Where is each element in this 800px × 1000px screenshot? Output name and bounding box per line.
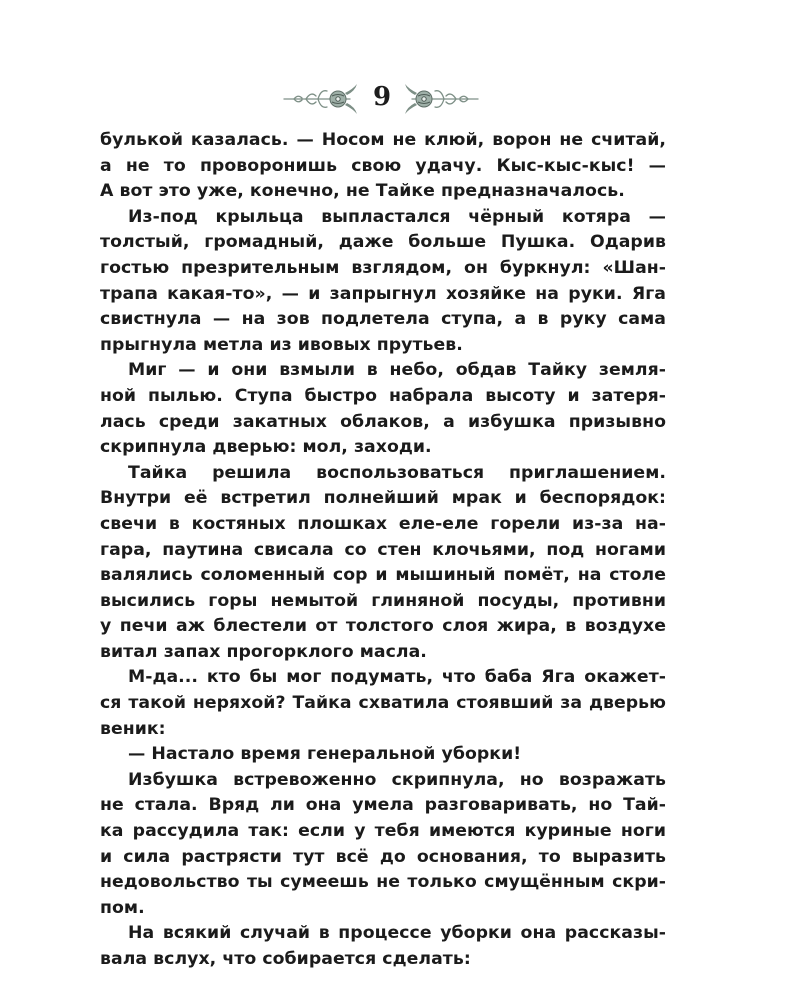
text-line: а не то проворонишь свою удачу. Кыс-кыс-кыс! — [100, 155, 666, 176]
text-line: трапа какая-то», — и запрыгнул хозяйке на руки. Яга [100, 283, 666, 304]
text-line: пом. [100, 897, 145, 918]
text-line: гара, паутина свисала со стен клочьями, под ногами [100, 539, 666, 560]
page-number: 9 [372, 82, 392, 112]
text-line: Миг — и они взмыли в небо, обдав Тайку земля- [128, 360, 666, 381]
floral-ornament-left-icon [282, 78, 362, 118]
text-line: высились горы немытой глиняной посуды, противни [100, 590, 666, 611]
text-line: скрипнула дверью: мол, заходи. [100, 437, 432, 458]
text-line: ся такой неряхой? Тайка схватила стоявший за дверью [100, 693, 666, 714]
text-line: прыгнула метла из ивовых прутьев. [100, 334, 463, 355]
text-line: Избушка встревоженно скрипнула, но возражать [128, 769, 666, 790]
text-line: вала вслух, что собирается сделать: [100, 949, 471, 969]
text-line: Внутри её встретил полнейший мрак и беспорядок: [100, 488, 666, 509]
text-line: свечи в костяных плошках еле-еле горели из-за на- [100, 513, 666, 534]
text-line: толстый, громадный, даже больше Пушка. Одарив [100, 232, 666, 253]
text-line: лась среди закатных облаков, а избушка призывно [100, 411, 666, 432]
text-line: Из-под крыльца выпластался чёрный котяра — [128, 206, 666, 227]
text-line: булькой казалась. — Носом не клюй, ворон не считай, [100, 130, 666, 150]
text-line: валялись соломенный сор и мышиный помёт, на столе [100, 565, 666, 586]
page-header [0, 78, 800, 118]
text-line: — Настало время генеральной уборки! [128, 744, 522, 765]
text-line: ной пылью. Ступа быстро набрала высоту и затеря- [100, 385, 666, 406]
text-line: недовольство ты сумеешь не только смущённым скри- [100, 872, 666, 893]
text-line: Тайка решила воспользоваться приглашением. [128, 462, 666, 483]
body-text [100, 128, 666, 973]
text-line: не стала. Вряд ли она умела разговаривать, но Тай- [100, 795, 666, 816]
text-line: А вот это уже, конечно, не Тайке предназначалось. [100, 181, 625, 202]
floral-ornament-right-icon [400, 78, 480, 118]
text-line: ка рассудила так: если у тебя имеются куриные ноги [100, 821, 666, 842]
text-line: витал запах прогорклого масла. [100, 641, 427, 662]
text-line: и сила растрясти тут всё до основания, то выразить [100, 846, 666, 867]
text-line: На всякий случай в процессе уборки она рассказы- [128, 923, 666, 944]
text-line: гостью презрительным взглядом, он буркнул: «Шан- [100, 257, 666, 278]
text-line: М-да... кто бы мог подумать, что баба Яга окажет- [128, 667, 666, 688]
text-line: свистнула — на зов подлетела ступа, а в руку сама [100, 309, 666, 330]
text-line: веник: [100, 718, 166, 739]
text-line: у печи аж блестели от толстого слоя жира, в воздухе [100, 616, 666, 637]
